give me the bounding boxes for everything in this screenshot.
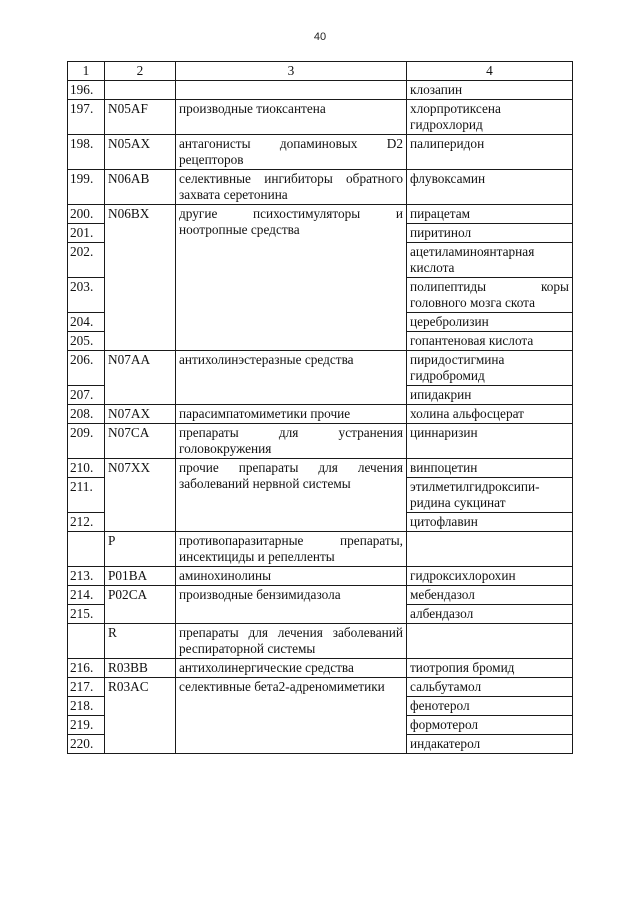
drug-name: тиотропия бромид [407, 659, 573, 678]
row-number: 207. [68, 386, 105, 405]
table-row [68, 135, 573, 170]
row-number: 214. [68, 586, 105, 605]
drug-name: церебролизин [407, 313, 573, 332]
drug-name: палиперидон [407, 135, 573, 170]
drug-name: циннаризин [407, 424, 573, 459]
row-number: 219. [68, 716, 105, 735]
table-row [68, 170, 573, 205]
page-number: 40 [313, 31, 327, 43]
table-row [68, 532, 573, 567]
row-number: 205. [68, 332, 105, 351]
drug-name: ипидакрин [407, 386, 573, 405]
atc-code: N06BX [105, 205, 176, 351]
atc-code: P01BA [105, 567, 176, 586]
drug-name: цитофлавин [407, 513, 573, 532]
row-number: 198. [68, 135, 105, 170]
drug-name: ацетиламиноянтарная кислота [407, 243, 573, 278]
atc-code: N07AX [105, 405, 176, 424]
atc-code [105, 81, 176, 100]
table-row [68, 659, 573, 678]
drug-name: винпоцетин [407, 459, 573, 478]
drug-name: этилметилгидроксипи-ридина сукцинат [407, 478, 573, 513]
atc-code: N05AF [105, 100, 176, 135]
group-name: селективные ингибиторы обратного захвата серетонина [176, 170, 407, 205]
column-header: 2 [105, 62, 176, 81]
atc-code: P02CA [105, 586, 176, 624]
drug-name [407, 532, 573, 567]
drug-name: формотерол [407, 716, 573, 735]
row-number: 211. [68, 478, 105, 513]
group-name: антихолинэстеразные средства [176, 351, 407, 405]
drug-name: флувоксамин [407, 170, 573, 205]
drug-name: полипептиды коры головного мозга скота [407, 278, 573, 313]
row-number: 218. [68, 697, 105, 716]
drug-name: сальбутамол [407, 678, 573, 697]
row-number: 220. [68, 735, 105, 754]
atc-code: R03BB [105, 659, 176, 678]
atc-code: P [105, 532, 176, 567]
row-number: 206. [68, 351, 105, 386]
group-name: препараты для лечения заболеваний респираторной системы [176, 624, 407, 659]
table-header-row [68, 62, 573, 81]
atc-code: N06AB [105, 170, 176, 205]
row-number [68, 532, 105, 567]
group-name: производные тиоксантена [176, 100, 407, 135]
row-number: 212. [68, 513, 105, 532]
group-name: селективные бета2-адреномиметики [176, 678, 407, 754]
group-name: другие психостимуляторы и ноотропные средства [176, 205, 407, 351]
group-name: препараты для устранения головокружения [176, 424, 407, 459]
table-row [68, 567, 573, 586]
row-number: 200. [68, 205, 105, 224]
atc-code: N05AX [105, 135, 176, 170]
table-row [68, 424, 573, 459]
table-row [68, 205, 573, 224]
row-number: 202. [68, 243, 105, 278]
table-row [68, 678, 573, 697]
group-name: производные бензимидазола [176, 586, 407, 624]
row-number: 201. [68, 224, 105, 243]
atc-code: N07XX [105, 459, 176, 532]
drug-name: холина альфосцерат [407, 405, 573, 424]
drug-name: хлорпротиксена гидрохлорид [407, 100, 573, 135]
drug-name: пиридостигмина гидробромид [407, 351, 573, 386]
group-name: парасимпатомиметики прочие [176, 405, 407, 424]
drug-name: клозапин [407, 81, 573, 100]
row-number: 199. [68, 170, 105, 205]
column-header: 4 [407, 62, 573, 81]
row-number: 197. [68, 100, 105, 135]
row-number: 204. [68, 313, 105, 332]
atc-code: N07AA [105, 351, 176, 405]
drug-table [67, 61, 573, 754]
table-row [68, 405, 573, 424]
group-name: антагонисты допаминовых D2 рецепторов [176, 135, 407, 170]
atc-code: R [105, 624, 176, 659]
row-number: 217. [68, 678, 105, 697]
drug-name: пирацетам [407, 205, 573, 224]
group-name: аминохинолины [176, 567, 407, 586]
group-name: противопаразитарные препараты, инсектициды и репелленты [176, 532, 407, 567]
drug-name: фенотерол [407, 697, 573, 716]
table-row [68, 586, 573, 605]
row-number: 213. [68, 567, 105, 586]
table-row [68, 100, 573, 135]
table-row [68, 459, 573, 478]
drug-name: пиритинол [407, 224, 573, 243]
column-header: 1 [68, 62, 105, 81]
group-name: антихолинергические средства [176, 659, 407, 678]
row-number: 210. [68, 459, 105, 478]
drug-name: гопантеновая кислота [407, 332, 573, 351]
row-number: 209. [68, 424, 105, 459]
drug-name: гидроксихлорохин [407, 567, 573, 586]
drug-name: индакатерол [407, 735, 573, 754]
column-header: 3 [176, 62, 407, 81]
table-row [68, 624, 573, 659]
row-number: 215. [68, 605, 105, 624]
table-row [68, 81, 573, 100]
row-number [68, 624, 105, 659]
drug-name: мебендазол [407, 586, 573, 605]
drug-name [407, 624, 573, 659]
group-name: прочие препараты для лечения заболеваний нервной системы [176, 459, 407, 532]
atc-code: R03AC [105, 678, 176, 754]
group-name [176, 81, 407, 100]
atc-code: N07CA [105, 424, 176, 459]
row-number: 208. [68, 405, 105, 424]
drug-name: албендазол [407, 605, 573, 624]
row-number: 203. [68, 278, 105, 313]
row-number: 196. [68, 81, 105, 100]
table-row [68, 351, 573, 386]
row-number: 216. [68, 659, 105, 678]
